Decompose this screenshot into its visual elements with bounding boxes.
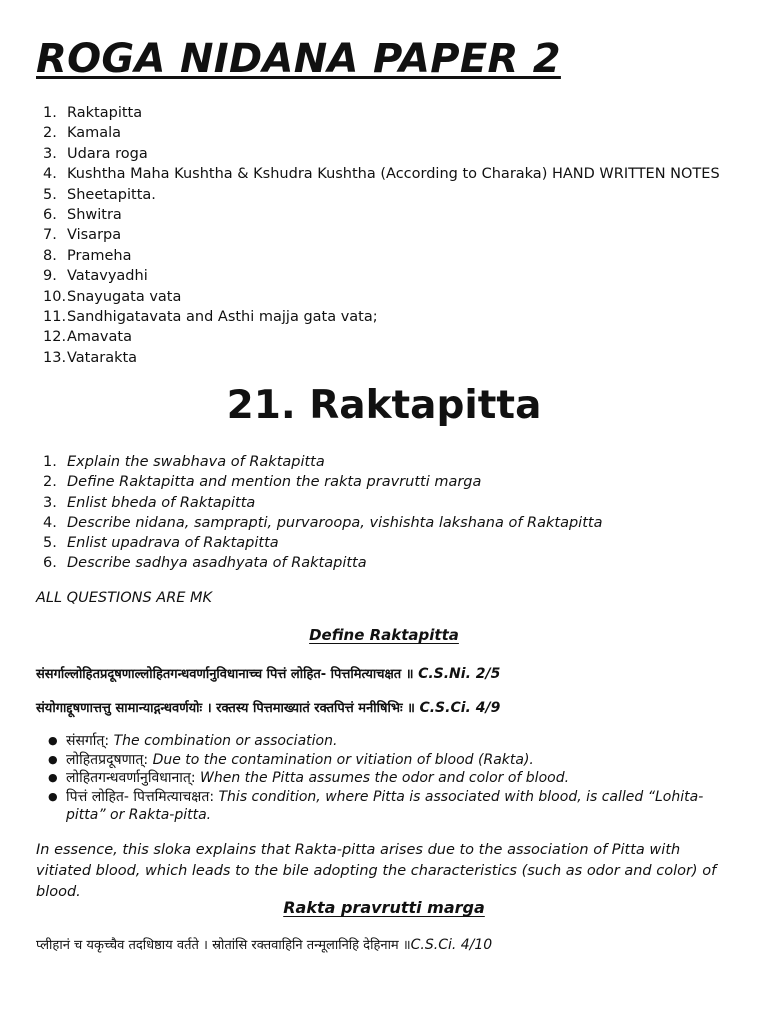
essence-paragraph: In essence, this sloka explains that Rakta-pitta arises due to the association of Pitta with vitiated blood, which leads to the bile adopting the characteristics (such as odor and color) of blood. <box>36 842 717 900</box>
list-item <box>43 246 758 266</box>
bullet-term: संसर्गात्: <box>66 733 110 749</box>
explanation-list <box>48 732 728 825</box>
bullet-icon: ● <box>48 789 58 803</box>
list-number: 11. <box>43 309 67 326</box>
sloka-reference: C.S.Ci. 4/10 <box>410 937 493 953</box>
bullet-term: लोहितगन्धवर्णानुविधानात्: <box>66 770 196 787</box>
list-number: 8. <box>43 247 57 264</box>
list-number: 2. <box>43 474 57 491</box>
bullet-description: When the Pitta assumes the odor and color of blood. <box>200 770 570 787</box>
bullet-icon: ● <box>48 734 58 747</box>
section-title: 21. Raktapitta <box>226 383 542 428</box>
bullet-term: पित्तं लोहित- पित्तमित्याचक्षत: <box>66 788 215 805</box>
list-item <box>48 732 728 751</box>
list-item <box>48 788 728 825</box>
list-item <box>43 553 758 573</box>
list-text: Describe nidana, samprapti, purvaroopa, vishishta lakshana of Raktapitta <box>67 514 603 531</box>
bullet-description: Due to the contamination or vitiation of blood (Rakta). <box>152 751 534 768</box>
list-text: Define Raktapitta and mention the rakta pravrutti marga <box>67 474 482 491</box>
list-item <box>43 533 758 553</box>
list-item <box>48 769 728 788</box>
list-item <box>43 307 758 327</box>
list-number: 6. <box>43 207 57 224</box>
rakta-pravrutti-heading: Rakta pravrutti marga <box>283 898 485 917</box>
list-number: 12. <box>43 329 67 346</box>
list-number: 9. <box>43 268 57 285</box>
list-item <box>43 144 758 164</box>
list-number: 4. <box>43 166 57 183</box>
list-item <box>43 123 758 143</box>
questions-note: ALL QUESTIONS ARE MK <box>36 590 213 606</box>
list-item <box>43 205 758 225</box>
sloka-text: संसर्गाल्लोहितप्रदूषणाल्लोहितगन्धवर्णानुविधानाच्च पित्तं लोहित- पित्तमित्याचक्षत ॥ <box>36 667 414 682</box>
bullet-icon: ● <box>48 752 58 766</box>
list-number: 3. <box>43 494 57 511</box>
list-text: Prameha <box>67 247 132 264</box>
list-item <box>43 513 758 533</box>
bullet-term: लोहितप्रदूषणात्: <box>66 751 149 768</box>
list-number: 3. <box>43 145 57 162</box>
list-item <box>43 266 758 286</box>
bullet-description: The combination or association. <box>113 733 338 749</box>
list-text: Visarpa <box>67 227 122 244</box>
list-item <box>43 185 758 205</box>
list-number: 13. <box>43 349 67 366</box>
list-text: Sheetapitta. <box>67 186 156 203</box>
bullet-description: This condition, where Pitta is associated with blood, is called “Lohita-pitta” or Rakta-pitta. <box>66 788 704 824</box>
sloka-text: प्लीहानं च यकृच्चैव तदधिष्ठाय वर्तते । स्रोतांसि रक्तवाहिनि तन्मूलानिहि देहिनाम ॥ <box>36 938 411 953</box>
list-number: 1. <box>43 105 57 121</box>
list-text: Sandhigatavata and Asthi majja gata vata; <box>67 309 378 326</box>
list-number: 2. <box>43 125 57 142</box>
list-text: Kamala <box>67 125 122 142</box>
list-number: 4. <box>43 514 57 531</box>
list-item <box>48 751 728 770</box>
question-list <box>43 452 758 574</box>
list-item <box>43 164 758 184</box>
list-text: Enlist upadrava of Raktapitta <box>67 535 279 552</box>
bullet-icon: ● <box>48 771 58 785</box>
sloka-2 <box>36 698 500 716</box>
sloka-3 <box>36 935 492 953</box>
sloka-1 <box>36 664 500 682</box>
list-text: Shwitra <box>67 207 122 224</box>
list-text: Snayugata vata <box>67 288 182 305</box>
topic-list <box>43 103 758 368</box>
list-text: Explain the swabhava of Raktapitta <box>67 454 325 470</box>
list-text: Udara roga <box>67 145 148 162</box>
page-title: ROGA NIDANA PAPER 2 <box>36 36 561 82</box>
define-heading: Define Raktapitta <box>309 626 459 644</box>
list-item <box>43 493 758 513</box>
list-text: Kushtha Maha Kushtha & Kshudra Kushtha (According to Charaka) HAND WRITTEN NOTES <box>67 166 720 183</box>
sloka-text: संयोगाद्दूषणात्तत्तु सामान्याद्गन्धवर्णयोः । रक्तस्य पित्तमाख्यातं रक्तपित्तं मनीषिभिः ॥ <box>36 701 415 716</box>
list-item <box>43 472 758 492</box>
list-item <box>43 452 758 472</box>
list-number: 5. <box>43 186 57 203</box>
list-text: Raktapitta <box>67 105 143 121</box>
list-item <box>43 103 758 123</box>
list-number: 6. <box>43 555 57 572</box>
sloka-reference: C.S.Ci. 4/9 <box>419 700 501 716</box>
list-number: 5. <box>43 535 57 552</box>
list-text: Vatavyadhi <box>67 268 148 285</box>
list-item <box>43 348 758 368</box>
list-item <box>43 327 758 347</box>
list-text: Describe sadhya asadhyata of Raktapitta <box>67 555 367 572</box>
list-text: Enlist bheda of Raktapitta <box>67 494 256 511</box>
sloka-reference: C.S.Ni. 2/5 <box>418 666 501 682</box>
list-item <box>43 287 758 307</box>
list-number: 1. <box>43 454 57 470</box>
list-text: Vatarakta <box>67 349 138 366</box>
list-item <box>43 225 758 245</box>
list-number: 7. <box>43 227 57 244</box>
list-number: 10. <box>43 288 67 305</box>
list-text: Amavata <box>67 329 132 346</box>
